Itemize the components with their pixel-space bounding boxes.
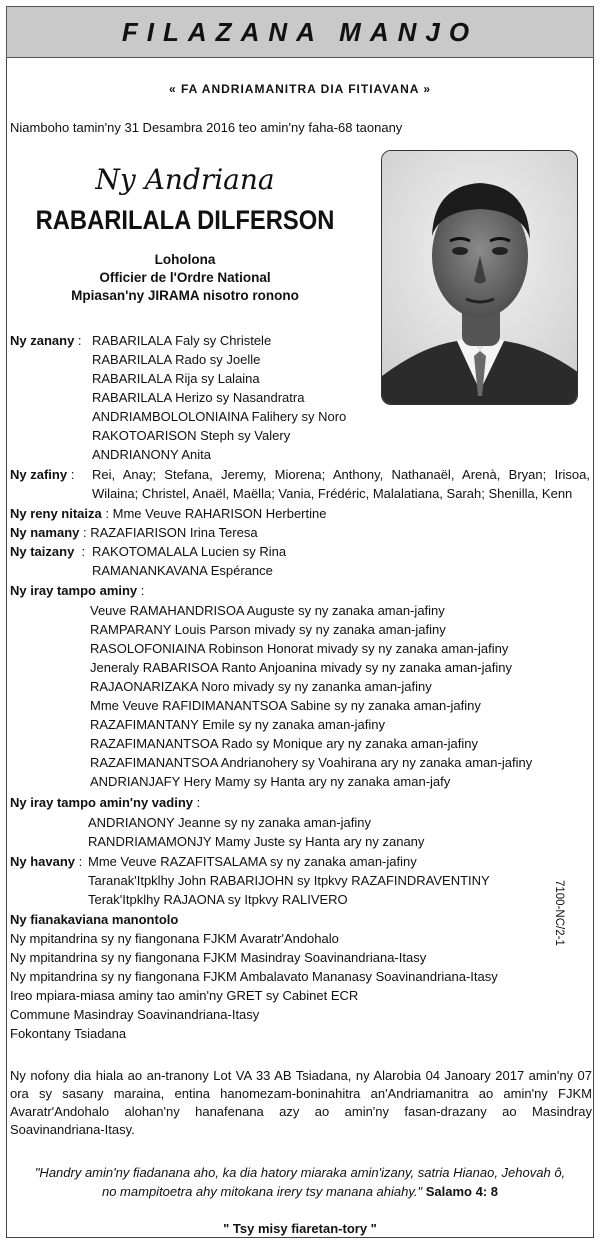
list-item: Ny mpitandrina sy ny fiangonana FJKM Masindray Soavinandriana-Itasy <box>10 950 427 965</box>
title-line-2: Officier de l'Ordre National <box>99 270 271 285</box>
list-item: RAMANANKAVANA Espérance <box>92 563 273 578</box>
spouse-siblings-section: Ny iray tampo amin'ny vadiny : <box>10 795 201 810</box>
title-line-1: Loholona <box>154 252 216 267</box>
honorific: Ny Andriana <box>95 163 275 196</box>
friend-value: RAZAFIARISON Irina Teresa <box>90 525 258 540</box>
foster-mother-row: Ny reny nitaiza : Mme Veuve RAHARISON Herbertine <box>10 506 327 521</box>
list-item: Mme Veuve RAZAFITSALAMA sy ny zanaka aman-jafiny <box>88 854 417 869</box>
list-item: Commune Masindray Soavinandriana-Itasy <box>10 1007 260 1022</box>
list-item: ANDRIANONY Anita <box>92 447 211 462</box>
list-item: ANDRIANJAFY Hery Mamy sy Hanta ary ny zanaka aman-jafy <box>90 774 451 789</box>
siblings-label: Ny iray tampo aminy <box>10 583 138 598</box>
children-section: Ny zanany : <box>10 333 82 348</box>
children-label: Ny zanany <box>10 333 75 348</box>
list-item: Taranak'Itpklhy John RABARIJOHN sy Itpkvy RAZAFINDRAVENTINY <box>88 873 490 888</box>
foster-children-section: Ny taizany : <box>10 544 86 559</box>
verse-line-2-row <box>10 1183 590 1201</box>
list-item: RAMPARANY Louis Parson mivady sy ny zanaka aman-jafiny <box>90 622 446 637</box>
page-title: FILAZANA MANJO <box>121 16 479 47</box>
list-item: RABARILALA Herizo sy Nasandratra <box>92 390 305 405</box>
funeral-announcement: Ny nofony dia hiala ao an-tranony Lot VA 33 AB Tsiadana, ny Alarobia 04 Janoary 2017 amin'ny 07 ora sy sasany maraina, entina hanomezam-boninahitra an'Andriamanitra ao amin'ny FJKM Avaratr'Andohalo alohan'ny hanafenana azy ao amin'ny fasan-drazany ao Masindray Soavinandriana-Itasy. <box>10 1068 592 1137</box>
relatives-label: Ny havany <box>10 854 76 869</box>
closing-line: " Tsy misy fiaretan-tory " <box>223 1221 377 1236</box>
verse-line-1: "Handry amin'ny fiadanana aho, ka dia hatory miaraka amin'izany, satria Hianao, Jehovah ô, <box>34 1165 566 1180</box>
reference-code: 7100-NC/2-1 <box>553 880 565 946</box>
list-item: RABARILALA Rado sy Joelle <box>92 352 261 367</box>
grandchildren-label: Ny zafiny <box>10 467 68 482</box>
list-item: Fokontany Tsiadana <box>10 1026 127 1041</box>
grandchildren-line-2: Wilaina; Christel, Anaël, Maëlla; Vania, Frédéric, Malalatiana, Sarah; Shenilla, Kenn <box>92 486 573 501</box>
foster-mother-label: Ny reny nitaiza <box>10 506 102 521</box>
portrait-illustration <box>382 151 578 405</box>
whole-family-label: Ny fianakaviana manontolo <box>10 912 179 927</box>
friend-label: Ny namany <box>10 525 80 540</box>
list-item: RAJAONARIZAKA Noro mivady sy ny zananka aman-jafiny <box>90 679 432 694</box>
verse-line-2: no mampitoetra ahy mitokana irery tsy manana ahiahy." <box>101 1184 423 1199</box>
list-item: Terak'Itpklhy RAJAONA sy Itpkvy RALIVERO <box>88 892 348 907</box>
verse-reference: Salamo 4: 8 <box>425 1184 499 1199</box>
list-item: RAKOTOARISON Steph sy Valery <box>92 428 291 443</box>
list-item: RAZAFIMANTANY Emile sy ny zanaka aman-jafiny <box>90 717 385 732</box>
friend-row: Ny namany : RAZAFIARISON Irina Teresa <box>10 525 258 540</box>
list-item: RASOLOFONIAINA Robinson Honorat mivady sy ny zanaka aman-jafiny <box>90 641 509 656</box>
foster-children-label: Ny taizany <box>10 544 75 559</box>
list-item: RAZAFIMANANTSOA Andrianohery sy Voahirana ary ny zanaka aman-jafiny <box>90 755 533 770</box>
intro-text: Niamboho tamin'ny 31 Desambra 2016 teo amin'ny faha-68 taonany <box>10 120 403 135</box>
list-item: Veuve RAMAHANDRISOA Auguste sy ny zanaka aman-jafiny <box>90 603 445 618</box>
list-item: RABARILALA Rija sy Lalaina <box>92 371 260 386</box>
list-item: ANDRIAMBOLOLONIAINA Falihery sy Noro <box>92 409 347 424</box>
list-item: Ny mpitandrina sy ny fiangonana FJKM Avaratr'Andohalo <box>10 931 339 946</box>
foster-mother-value: Mme Veuve RAHARISON Herbertine <box>112 506 327 521</box>
list-item: RANDRIAMAMONJY Mamy Juste sy Hanta ary ny zanany <box>88 834 425 849</box>
motto: « FA ANDRIAMANITRA DIA FITIAVANA » <box>169 82 431 96</box>
grandchildren-section: Ny zafiny : <box>10 467 75 482</box>
list-item: Ireo mpiara-miasa aminy tao amin'ny GRET sy Cabinet ECR <box>10 988 359 1003</box>
relatives-section: Ny havany : <box>10 854 83 869</box>
siblings-section: Ny iray tampo aminy : <box>10 583 145 598</box>
deceased-name: RABARILALA DILFERSON <box>35 205 335 235</box>
grandchildren-line-1: Rei, Anay; Stefana, Jeremy, Miorena; Anthony, Nathanaël, Arenà, Bryan; Irisoa, <box>92 467 590 482</box>
list-item: Ny mpitandrina sy ny fiangonana FJKM Ambalavato Mananasy Soavinandriana-Itasy <box>10 969 498 984</box>
list-item: Jeneraly RABARISOA Ranto Anjoanina mivady sy ny zanaka aman-jafiny <box>90 660 512 675</box>
list-item: RAKOTOMALALA Lucien sy Rina <box>92 544 287 559</box>
list-item: RABARILALA Faly sy Christele <box>92 333 272 348</box>
title-line-3: Mpiasan'ny JIRAMA nisotro ronono <box>71 288 299 303</box>
list-item: RAZAFIMANANTSOA Rado sy Monique ary ny zanaka aman-jafiny <box>90 736 478 751</box>
header-banner <box>6 6 594 58</box>
spouse-siblings-label: Ny iray tampo amin'ny vadiny <box>10 795 193 810</box>
list-item: ANDRIANONY Jeanne sy ny zanaka aman-jafiny <box>88 815 371 830</box>
portrait-photo <box>381 150 578 405</box>
list-item: Mme Veuve RAFIDIMANANTSOA Sabine sy ny zanaka aman-jafiny <box>90 698 481 713</box>
